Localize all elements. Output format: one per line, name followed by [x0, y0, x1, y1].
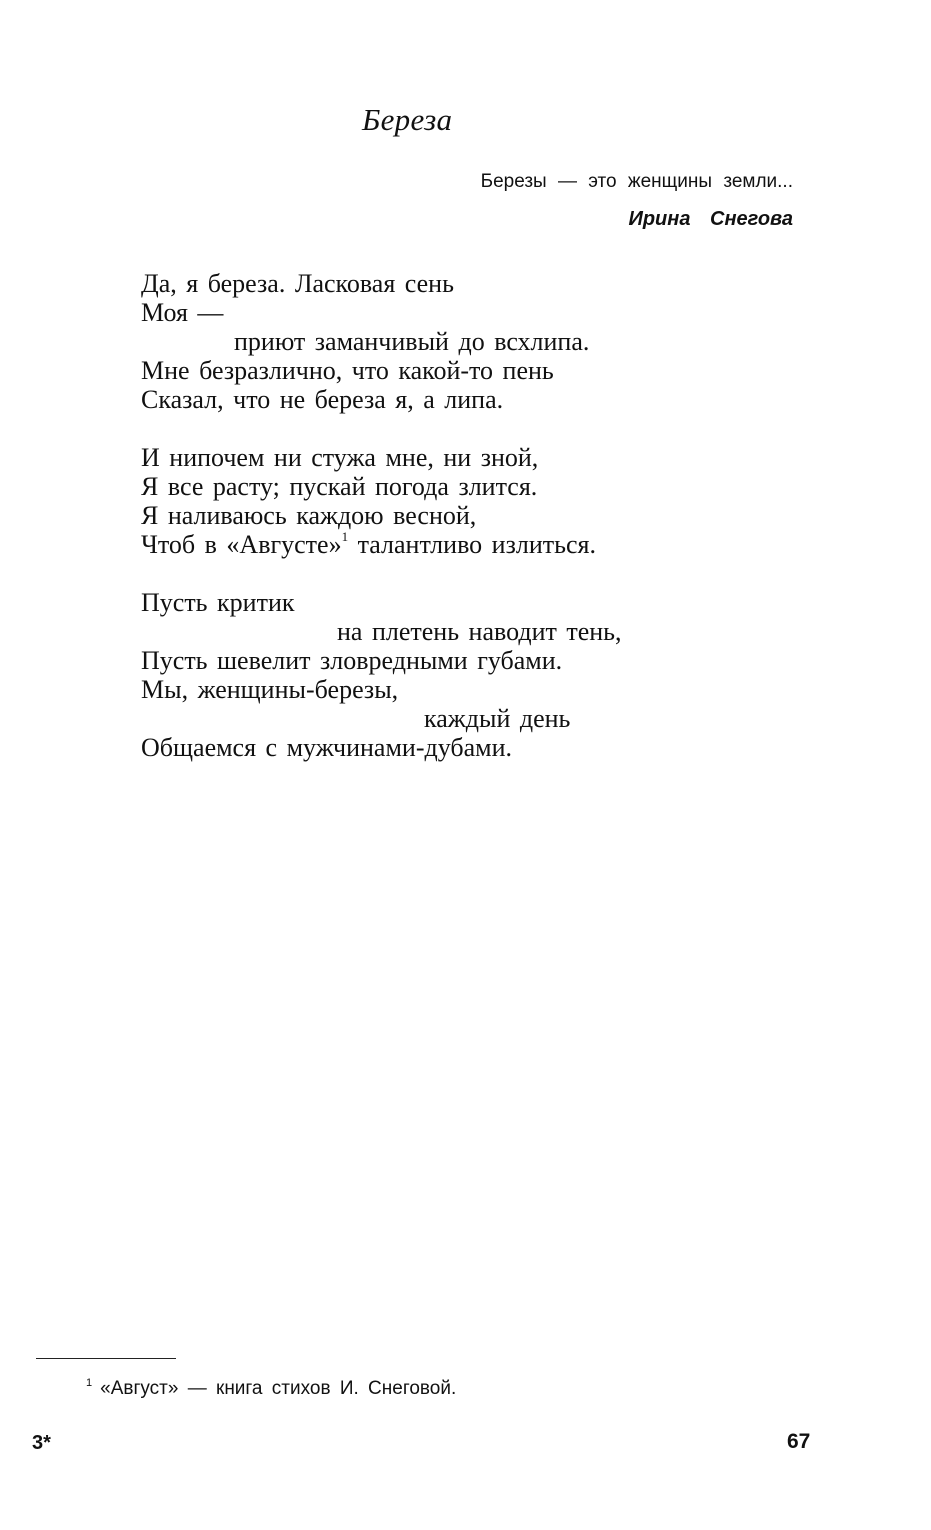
verse-line: Общаемся с мужчинами-дубами.: [141, 733, 513, 762]
verse-line: Сказал, что не береза я, а липа.: [141, 385, 504, 414]
stanza-3: [141, 588, 781, 762]
verse-line: [141, 530, 781, 559]
stanza-1: [141, 269, 781, 414]
stanza-2: [141, 443, 781, 559]
verse-line: Пусть критик: [141, 588, 295, 617]
verse-line: Моя —: [141, 298, 224, 327]
verse-line: Мне безразлично, что какой-то пень: [141, 356, 554, 385]
verse-line: на плетень наводит тень,: [337, 617, 622, 646]
verse-line: Мы, женщины-березы,: [141, 675, 399, 704]
stanza-gap: [141, 414, 781, 443]
verse-line: каждый день: [424, 704, 571, 733]
signature-mark: 3*: [32, 1432, 51, 1454]
verse-line: Я наливаюсь каждою весной,: [141, 501, 477, 530]
verse-line: Да, я береза. Ласковая сень: [141, 269, 454, 298]
verse-line-end: талантливо излиться.: [357, 530, 596, 559]
footnote: [86, 1378, 456, 1400]
footnote-marker: 1: [86, 1377, 93, 1389]
footnote-rule: [36, 1358, 176, 1359]
verse-line: И нипочем ни стужа мне, ни зной,: [141, 443, 539, 472]
verse-line: приют заманчивый до всхлипа.: [234, 327, 590, 356]
verse-line: Я все расту; пускай погода злится.: [141, 472, 538, 501]
epigraph-author: Ирина Снегова: [628, 208, 793, 230]
footnote-reference: 1: [341, 529, 349, 544]
page-title: Береза: [362, 102, 453, 137]
page-number: 67: [787, 1430, 811, 1453]
verse-line: Пусть шевелит зловредными губами.: [141, 646, 563, 675]
footnote-text: «Август» — книга стихов И. Снеговой.: [100, 1378, 457, 1399]
epigraph-text: Березы — это женщины земли...: [480, 171, 793, 192]
stanza-gap: [141, 559, 781, 588]
verse-line-start: Чтоб в «Августе»: [141, 530, 342, 559]
poem: [141, 269, 781, 762]
